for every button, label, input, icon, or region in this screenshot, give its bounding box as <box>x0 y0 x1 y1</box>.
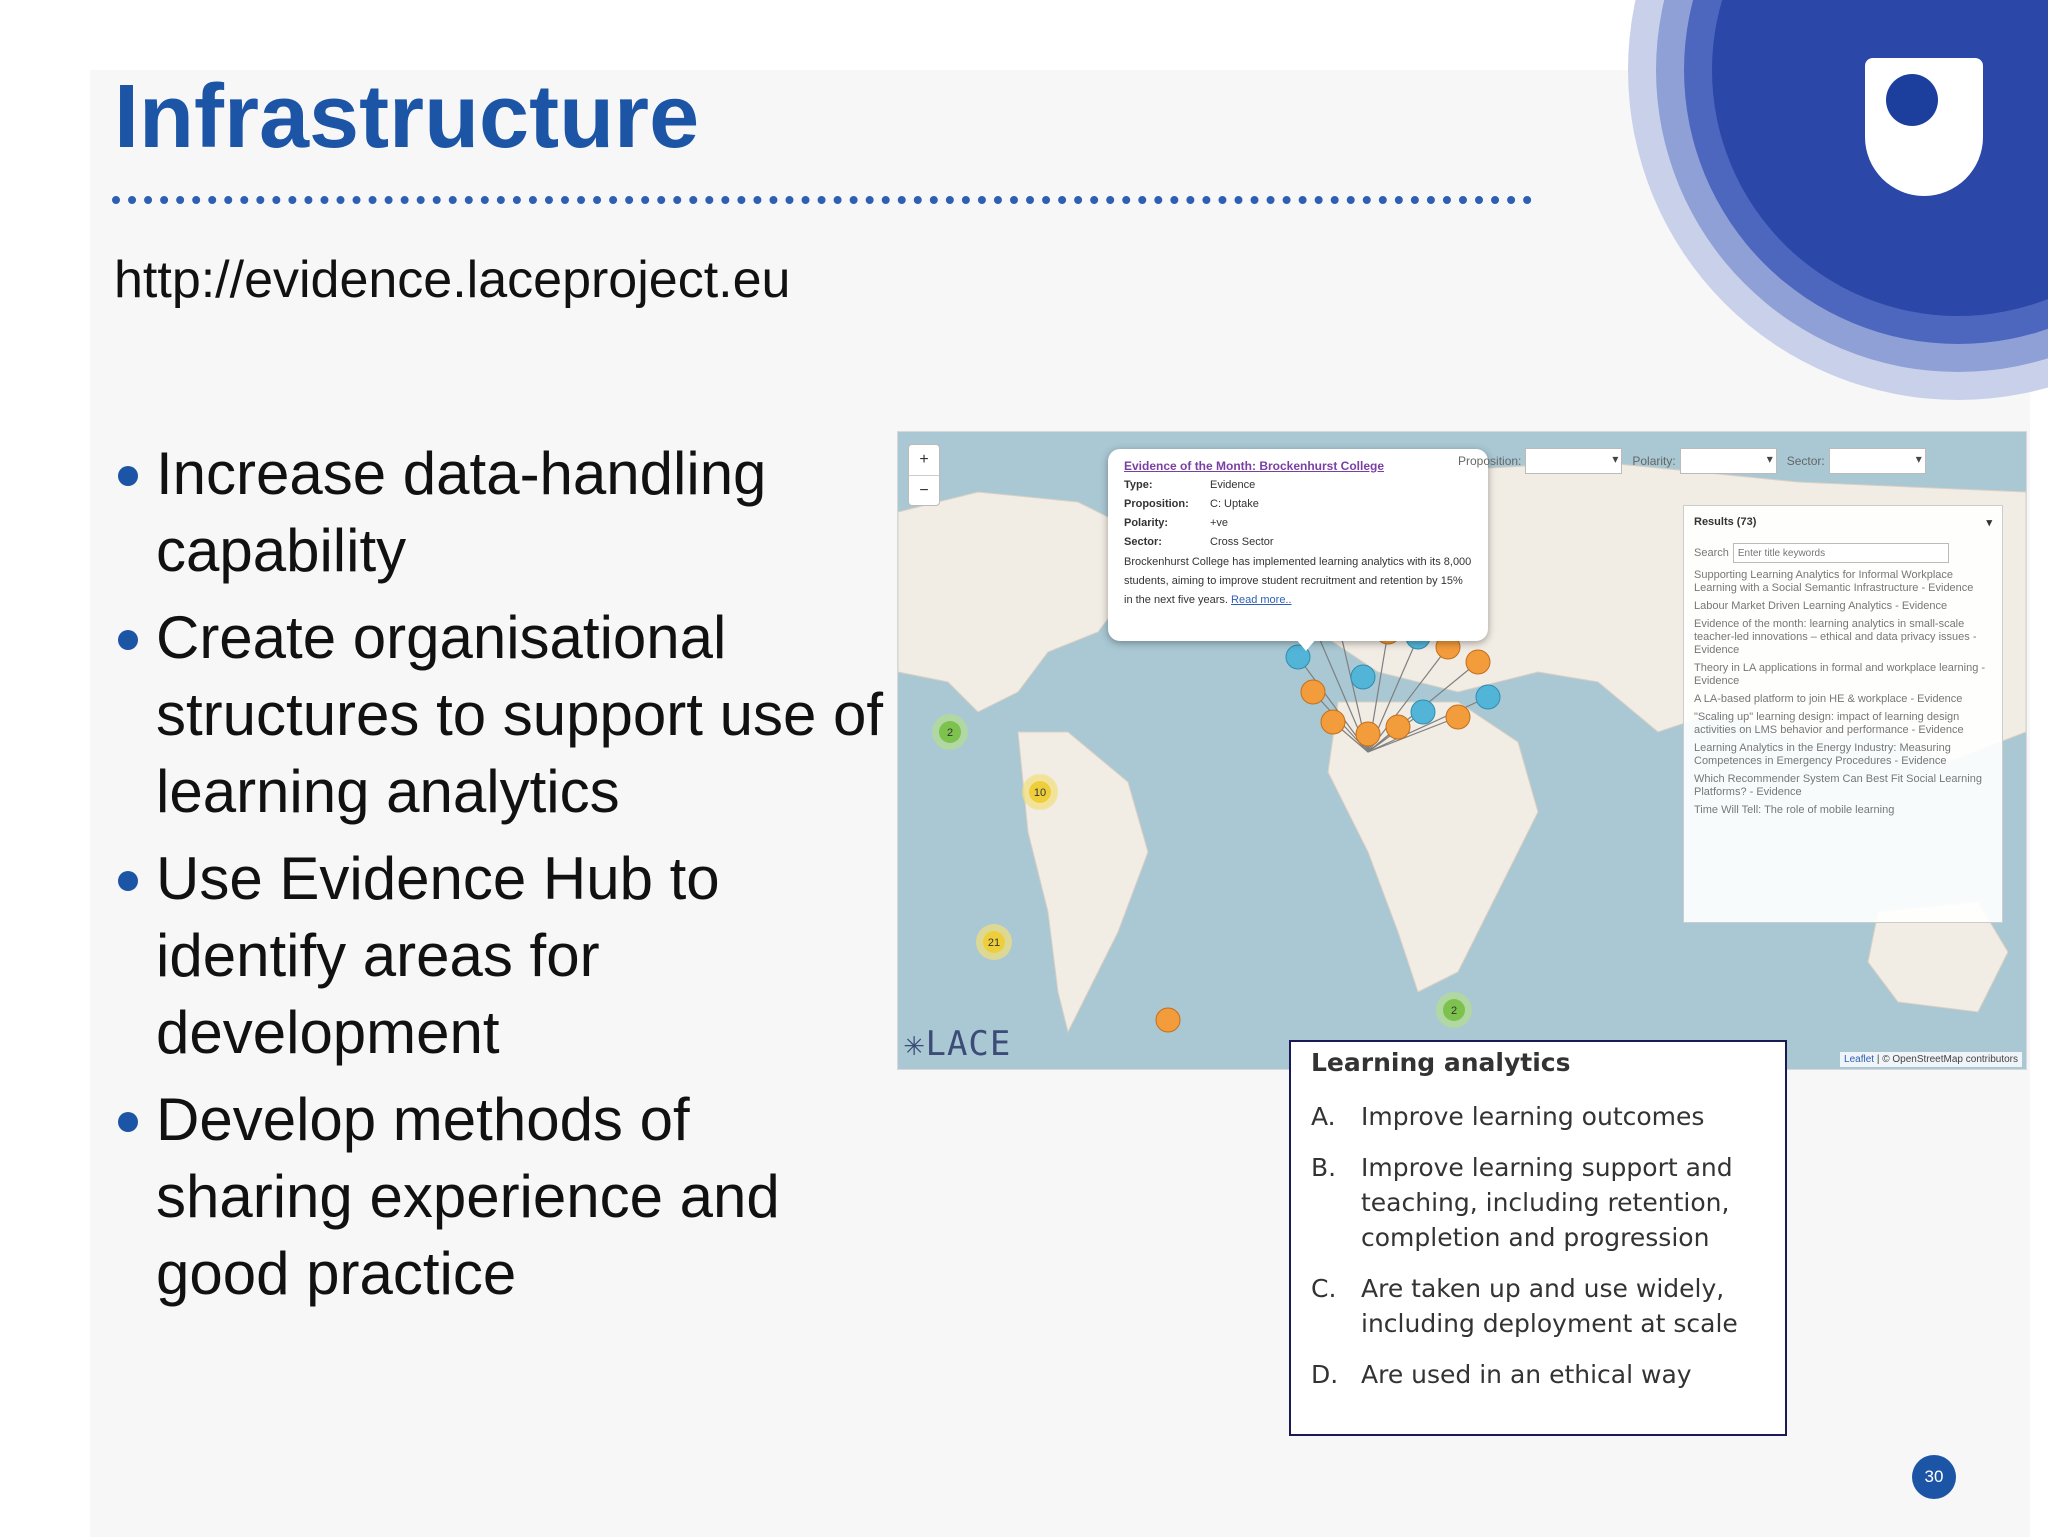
filter-bar <box>1458 448 2018 474</box>
evidence-hub-map[interactable] <box>897 431 2027 1070</box>
result-item[interactable]: "Scaling up" learning design: impact of learning design activities on LMS behavior and performance - Evidence <box>1694 711 1964 736</box>
item-letter: C. <box>1311 1274 1337 1303</box>
popup-label: Polarity: <box>1124 517 1169 529</box>
bullet-item <box>114 599 894 830</box>
attribution-text: | © OpenStreetMap contributors <box>1874 1054 2018 1065</box>
cluster-label: 2 <box>1450 1005 1458 1017</box>
result-item[interactable]: Evidence of the month: learning analytics in small-scale teacher-led innovations – ethical and data privacy issues - Evidence <box>1694 618 1977 656</box>
result-item[interactable]: Which Recommender System Can Best Fit Social Learning Platforms? - Evidence <box>1694 773 1982 798</box>
popup-label: Proposition: <box>1124 498 1189 510</box>
zoom-out-button[interactable]: − <box>909 475 939 506</box>
popup-label: Sector: <box>1124 536 1162 548</box>
cluster-label: 21 <box>987 937 1001 949</box>
learning-analytics-box <box>1289 1040 1787 1436</box>
map-marker-orange <box>1356 722 1380 746</box>
map-marker-blue <box>1476 685 1500 709</box>
popup-row <box>1124 514 1472 533</box>
title-divider <box>112 196 1532 204</box>
filter-label: Proposition: <box>1458 454 1522 468</box>
map-marker-orange <box>1446 705 1470 729</box>
bullet-item <box>114 1081 894 1312</box>
item-text: Improve learning outcomes <box>1361 1102 1705 1131</box>
results-panel <box>1683 505 2003 923</box>
polarity-select[interactable] <box>1680 448 1777 474</box>
popup-description-text: Brockenhurst College has implemented learning analytics with its 8,000 students, aiming to improve student recruitment and retention by 15% in the next five years. <box>1124 556 1472 606</box>
page-title: Infrastructure <box>114 67 700 167</box>
bullet-list <box>114 435 894 1322</box>
result-item[interactable]: Supporting Learning Analytics for Informal Workplace Learning with a Social Semantic Infrastructure - Evidence <box>1694 569 1974 594</box>
map-marker-orange <box>1466 650 1490 674</box>
search-input[interactable] <box>1733 543 1949 563</box>
map-marker-orange <box>1301 680 1325 704</box>
bullet-text: Use Evidence Hub to identify areas for development <box>156 845 720 1066</box>
filter-label: Sector: <box>1786 454 1825 468</box>
popup-row <box>1124 533 1472 552</box>
cluster-label: 2 <box>946 727 954 739</box>
bullet-dot-icon <box>118 1112 138 1132</box>
bullet-text: Increase data-handling capability <box>156 440 767 584</box>
bullet-item <box>114 840 894 1071</box>
learning-analytics-list <box>1311 1099 1765 1392</box>
results-list <box>1694 569 1992 817</box>
sector-select[interactable] <box>1829 448 1926 474</box>
collapse-arrow-icon[interactable]: ▾ <box>1986 517 1992 529</box>
cluster-label: 10 <box>1033 787 1047 799</box>
result-item[interactable]: A LA-based platform to join HE & workplace - Evidence <box>1694 693 1963 705</box>
popup-row <box>1124 476 1472 495</box>
zoom-in-button[interactable]: + <box>919 451 929 468</box>
polarity-filter[interactable] <box>1632 448 1776 474</box>
item-letter: A. <box>1311 1102 1336 1131</box>
result-item[interactable]: Labour Market Driven Learning Analytics - Evidence <box>1694 600 1948 612</box>
learning-analytics-item <box>1311 1271 1765 1341</box>
results-search <box>1694 543 1992 563</box>
result-item[interactable]: Learning Analytics in the Energy Industry: Measuring Competences in Emergency Procedures - Evidence <box>1694 742 1951 767</box>
zoom-control <box>908 444 940 506</box>
popup-value: Evidence <box>1210 479 1256 491</box>
item-text: Are used in an ethical way <box>1361 1360 1692 1389</box>
learning-analytics-item <box>1311 1357 1765 1392</box>
popup-pointer <box>1296 639 1316 651</box>
result-item[interactable]: Theory in LA applications in formal and workplace learning - Evidence <box>1694 662 1986 687</box>
source-url[interactable]: http://evidence.laceproject.eu <box>114 251 791 309</box>
read-more-link[interactable]: Read more.. <box>1231 594 1292 606</box>
proposition-filter[interactable] <box>1458 448 1622 474</box>
popup-value: +ve <box>1210 517 1229 529</box>
map-marker-orange <box>1321 710 1345 734</box>
item-letter: B. <box>1311 1153 1337 1182</box>
corner-rings <box>1628 0 2048 400</box>
map-marker-orange <box>1156 1008 1180 1032</box>
logo-dot <box>1886 74 1938 126</box>
results-count: Results (73) <box>1694 516 1757 528</box>
popup-description <box>1124 553 1472 610</box>
map-marker-orange <box>1386 715 1410 739</box>
bullet-dot-icon <box>118 466 138 486</box>
learning-analytics-title: Learning analytics <box>1311 1048 1571 1077</box>
results-header[interactable] <box>1694 516 1992 529</box>
map-marker-blue <box>1351 665 1375 689</box>
page-number: 30 <box>1912 1455 1956 1499</box>
popup-title-link[interactable]: Evidence of the Month: Brockenhurst College <box>1124 459 1385 473</box>
evidence-popup <box>1108 449 1488 641</box>
lace-logo-text: LACE <box>925 1024 1012 1064</box>
result-item[interactable]: Time Will Tell: The role of mobile learning <box>1694 804 1895 816</box>
filter-label: Polarity: <box>1632 454 1676 468</box>
leaflet-link[interactable]: Leaflet <box>1844 1054 1875 1065</box>
map-attribution <box>1840 1052 2022 1067</box>
continent-north-america <box>898 492 1138 712</box>
bullet-item <box>114 435 894 589</box>
popup-label: Type: <box>1124 479 1153 491</box>
item-text: Improve learning support and teaching, including retention, completion and progression <box>1361 1153 1733 1252</box>
item-text: Are taken up and use widely, including deployment at scale <box>1361 1274 1738 1338</box>
proposition-select[interactable] <box>1525 448 1622 474</box>
bullet-text: Create organisational structures to support use of learning analytics <box>156 604 884 825</box>
bullet-text: Develop methods of sharing experience and good practice <box>156 1086 780 1307</box>
search-label: Search <box>1694 547 1729 559</box>
map-marker-blue <box>1411 700 1435 724</box>
learning-analytics-item <box>1311 1150 1765 1255</box>
bullet-dot-icon <box>118 630 138 650</box>
popup-value: Cross Sector <box>1210 536 1274 548</box>
sector-filter[interactable] <box>1787 448 1926 474</box>
popup-value: C: Uptake <box>1210 498 1259 510</box>
popup-row <box>1124 495 1472 514</box>
bullet-dot-icon <box>118 871 138 891</box>
lace-logo: ✳LACE <box>904 1024 1012 1064</box>
item-letter: D. <box>1311 1360 1339 1389</box>
learning-analytics-item <box>1311 1099 1765 1134</box>
